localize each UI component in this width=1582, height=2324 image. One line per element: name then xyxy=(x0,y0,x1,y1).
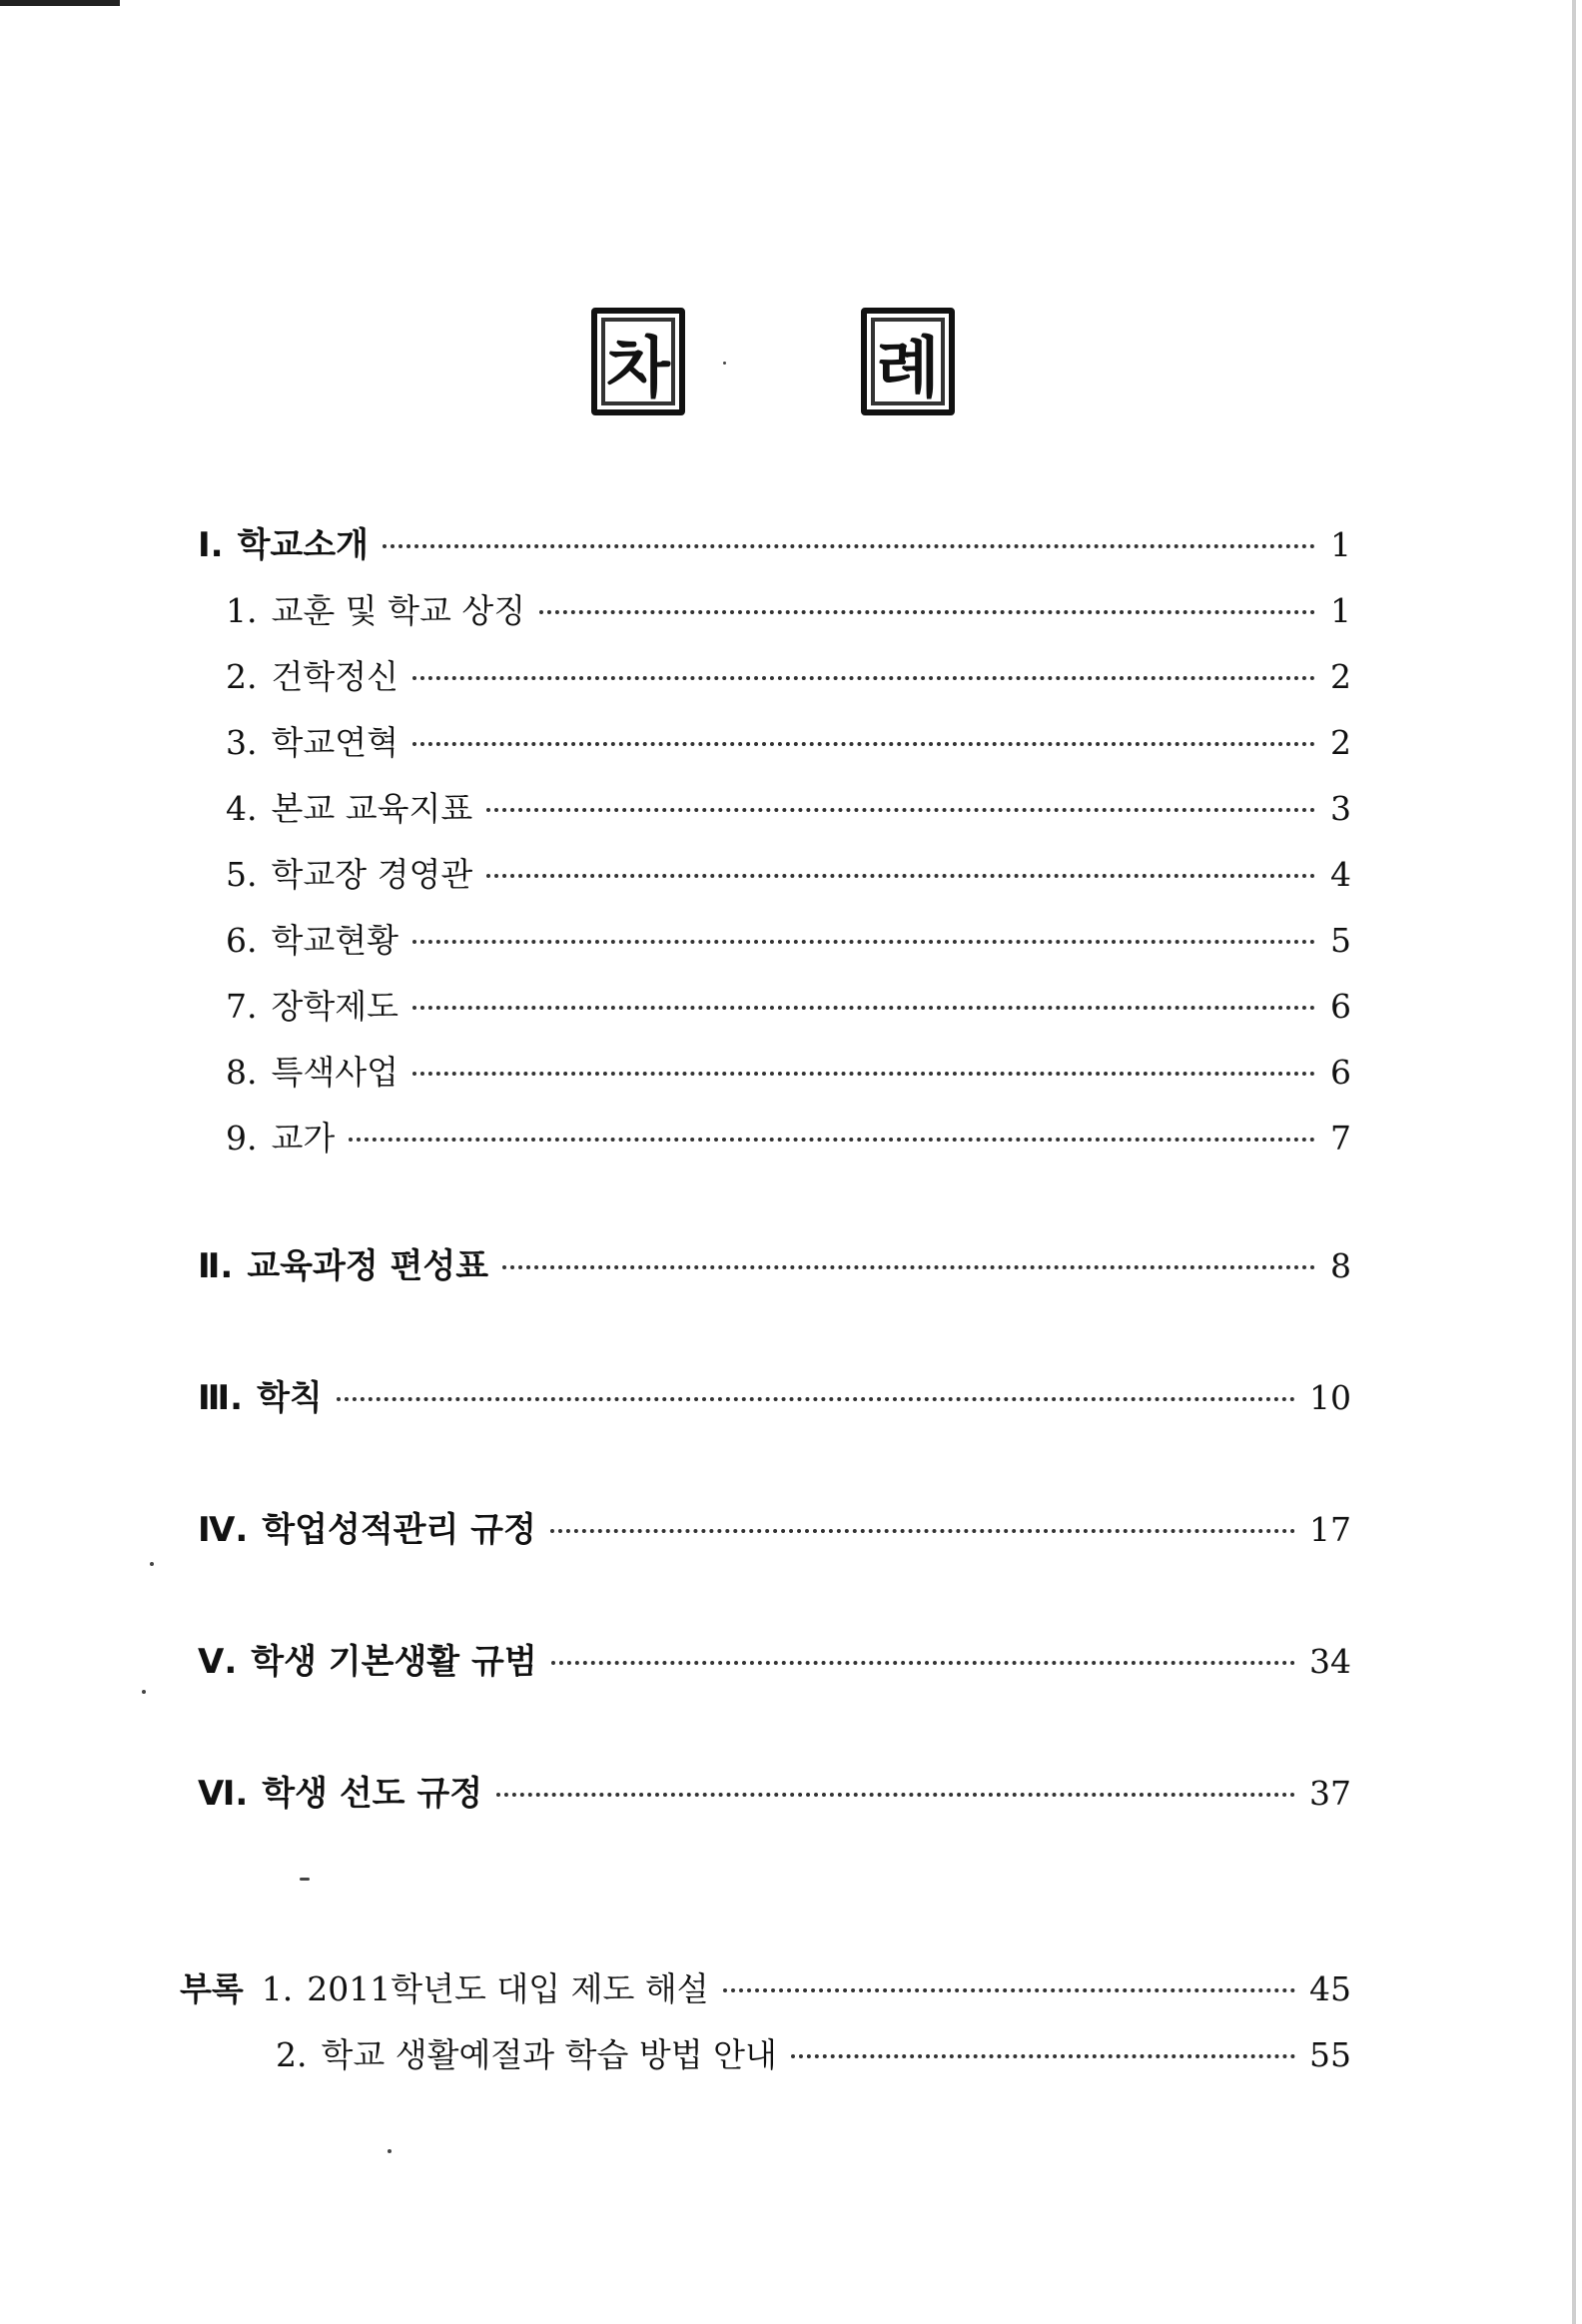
chapter-title: 학생 선도 규정 xyxy=(262,1774,483,1814)
toc-section xyxy=(226,855,1351,895)
chapter-numeral: Ⅱ. xyxy=(198,1246,234,1286)
toc-section xyxy=(226,591,1351,631)
page-number: 7 xyxy=(1330,1119,1351,1158)
dot-leader xyxy=(486,874,1315,878)
section-title: 건학정신 xyxy=(271,657,399,696)
page-number: 5 xyxy=(1330,921,1351,960)
dot-leader xyxy=(383,544,1315,548)
page-number: 55 xyxy=(1309,2035,1351,2074)
toc-chapter-4 xyxy=(198,1510,1351,1550)
chapter-title: 학생 기본생활 규범 xyxy=(251,1642,537,1682)
title-char-2: 례 xyxy=(861,308,955,415)
section-number: 1. xyxy=(226,591,258,630)
page-number: 2 xyxy=(1330,723,1351,762)
toc-section xyxy=(226,723,1351,763)
page-number: 37 xyxy=(1309,1774,1351,1813)
scan-speck xyxy=(723,362,726,365)
dot-leader xyxy=(486,808,1315,812)
chapter-numeral: Ⅴ. xyxy=(198,1642,238,1682)
toc-appendix-1 xyxy=(180,1969,1351,2009)
page-number: 17 xyxy=(1309,1510,1351,1549)
section-number: 4. xyxy=(226,789,258,828)
page-number: 34 xyxy=(1309,1642,1351,1681)
page-number: 2 xyxy=(1330,657,1351,696)
page-number: 8 xyxy=(1330,1246,1351,1285)
toc-chapter-5 xyxy=(198,1642,1351,1682)
dot-leader xyxy=(349,1138,1315,1142)
appendix-number: 1. xyxy=(261,1969,294,2008)
page-number: 4 xyxy=(1330,855,1351,894)
page-number: 3 xyxy=(1330,789,1351,828)
chapter-title: 학교소개 xyxy=(237,525,369,565)
scan-artifact-right-edge xyxy=(1572,0,1576,2324)
section-title: 학교현황 xyxy=(271,921,399,960)
section-number: 6. xyxy=(226,921,258,960)
toc-section xyxy=(226,987,1351,1027)
toc-section xyxy=(226,1053,1351,1093)
dot-leader xyxy=(502,1265,1315,1269)
chapter-title: 학업성적관리 규정 xyxy=(262,1510,536,1550)
toc-chapter-6 xyxy=(198,1774,1351,1814)
chapter-numeral: Ⅰ. xyxy=(198,525,224,565)
chapter-numeral: Ⅳ. xyxy=(198,1510,249,1550)
dot-leader xyxy=(496,1793,1295,1797)
toc-chapter-2 xyxy=(198,1246,1351,1286)
dot-leader xyxy=(412,676,1315,680)
dot-leader xyxy=(412,1072,1315,1076)
section-title: 특색사업 xyxy=(271,1053,399,1092)
page-number: 10 xyxy=(1309,1378,1351,1417)
chapter-numeral: Ⅲ. xyxy=(198,1378,244,1418)
toc-section xyxy=(226,657,1351,697)
page-number: 45 xyxy=(1309,1969,1351,2008)
toc-section xyxy=(226,921,1351,961)
dot-leader xyxy=(412,940,1315,944)
title-char-1: 차 xyxy=(591,308,685,415)
section-number: 7. xyxy=(226,987,258,1026)
chapter-title: 학칙 xyxy=(257,1378,323,1418)
toc-chapter-3 xyxy=(198,1378,1351,1418)
chapter-numeral: Ⅵ. xyxy=(198,1774,249,1814)
page-number: 1 xyxy=(1330,525,1351,564)
dot-leader xyxy=(550,1529,1295,1533)
scan-speck xyxy=(142,1690,146,1694)
appendix-label: 부록 xyxy=(180,1969,244,2008)
dot-leader xyxy=(539,610,1315,614)
section-number: 2. xyxy=(226,657,258,696)
section-title: 장학제도 xyxy=(271,987,399,1026)
section-title: 본교 교육지표 xyxy=(271,789,473,828)
appendix-title: 학교 생활예절과 학습 방법 안내 xyxy=(321,2035,777,2074)
scan-artifact-top xyxy=(0,0,120,6)
appendix-title: 2011학년도 대입 제도 해설 xyxy=(307,1969,709,2008)
section-title: 교훈 및 학교 상징 xyxy=(271,591,526,630)
appendix-number: 2. xyxy=(276,2035,308,2074)
page-number: 6 xyxy=(1330,1053,1351,1092)
dot-leader xyxy=(791,2054,1295,2058)
toc-section xyxy=(226,789,1351,829)
scan-speck xyxy=(150,1562,154,1566)
dot-leader xyxy=(723,1988,1295,1992)
dot-leader xyxy=(412,1006,1315,1010)
section-number: 3. xyxy=(226,723,258,762)
dot-leader xyxy=(551,1661,1295,1665)
section-number: 5. xyxy=(226,855,258,894)
toc-chapter-1 xyxy=(198,525,1351,565)
scan-speck xyxy=(300,1878,310,1881)
page-number: 6 xyxy=(1330,987,1351,1026)
dot-leader xyxy=(337,1397,1295,1401)
toc-appendix-2 xyxy=(276,2035,1351,2075)
section-number: 8. xyxy=(226,1053,258,1092)
section-title: 학교장 경영관 xyxy=(271,855,473,894)
toc-section xyxy=(226,1119,1351,1159)
section-title: 교가 xyxy=(271,1119,336,1158)
chapter-title: 교육과정 편성표 xyxy=(247,1246,489,1286)
section-title: 학교연혁 xyxy=(271,723,399,762)
section-number: 9. xyxy=(226,1119,258,1158)
page-number: 1 xyxy=(1330,591,1351,630)
dot-leader xyxy=(412,742,1315,746)
scan-speck xyxy=(388,2149,392,2153)
